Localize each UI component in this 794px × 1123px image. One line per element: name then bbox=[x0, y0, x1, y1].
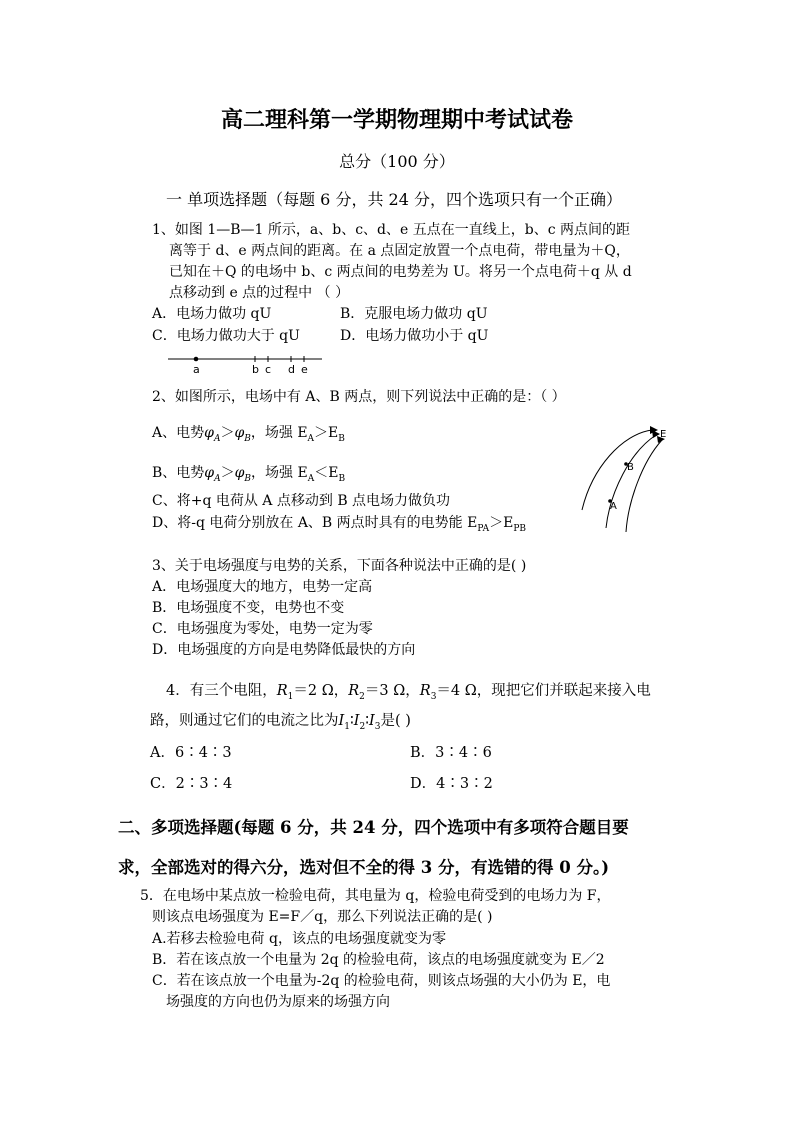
sub-2: 2 bbox=[359, 691, 365, 702]
i-symbol: I bbox=[338, 713, 345, 729]
q4-line1-prefix: 4．有三个电阻， bbox=[166, 683, 277, 699]
sub-pb: PB bbox=[513, 523, 526, 534]
phi-symbol: φ bbox=[234, 425, 245, 441]
q2b-prefix: B、电势 bbox=[152, 465, 205, 481]
q1-line-2: 离等于 d、e 两点间的距离。在 a 点固定放置一个点电荷，带电量为＋Q， bbox=[169, 243, 630, 259]
sub-b: B bbox=[244, 473, 252, 484]
i-symbol: I bbox=[353, 713, 360, 729]
q3-option-b: B．电场强度不变，电势也不变 bbox=[152, 600, 345, 616]
page-title: 高二理科第一学期物理期中考试试卷 bbox=[220, 107, 573, 133]
sub-a: A bbox=[213, 433, 221, 444]
lt-sign: ＜ bbox=[314, 465, 329, 481]
r1-value: ＝2 Ω， bbox=[293, 683, 349, 699]
sub-b: B bbox=[338, 433, 345, 444]
q2-option-a: A、电势$\varphi_A>\varphi_B$，场强 $E_A>E_B$ bbox=[152, 425, 345, 444]
sub-2: 2 bbox=[359, 721, 366, 732]
r2-value: ＝3 Ω， bbox=[364, 683, 420, 699]
point-a-dot bbox=[194, 357, 199, 362]
ratio-colon: ∶ bbox=[349, 713, 354, 729]
sub-1: 1 bbox=[344, 721, 350, 732]
gt-sign: ＞ bbox=[314, 425, 329, 441]
r-symbol: R bbox=[419, 683, 431, 699]
figure-1b1-line-diagram bbox=[166, 352, 326, 376]
q2-option-c: C、将+q 电荷从 A 点移动到 B 点电场力做负功 bbox=[152, 493, 451, 509]
phi-symbol: φ bbox=[234, 465, 245, 481]
q2-stem: 2、如图所示，电场中有 A、B 两点，则下列说法中正确的是：（ ） bbox=[152, 389, 566, 405]
q4-line-2 bbox=[150, 711, 411, 738]
q5-option-a: A.若移去检验电荷 q，该点的电场强度就变为零 bbox=[152, 931, 446, 947]
label-c: c bbox=[265, 363, 272, 376]
sub-a: A bbox=[307, 473, 315, 484]
r-symbol: R bbox=[276, 683, 288, 699]
section1-heading: 一 单项选择题（每题 6 分，共 24 分，四个选项只有一个正确） bbox=[166, 190, 622, 209]
ratio-colon: ∶ bbox=[365, 713, 369, 729]
sub-b: B bbox=[338, 473, 346, 484]
q2-option-d: D、将-q 电荷分别放在 A、B 两点时具有的电势能 $E_{PA}>E_{PB}$ bbox=[152, 515, 526, 534]
q5-option-c-line-1: C．若在该点放一个电量为-2q 的检验电荷，则该点场强的大小仍为 E，电 bbox=[152, 973, 611, 989]
label-e-field: E bbox=[660, 429, 667, 440]
q2b-mid: ，场强 E bbox=[251, 465, 308, 481]
field-line-left bbox=[582, 430, 652, 510]
label-b: b bbox=[252, 363, 259, 376]
q1-option-d: D．电场力做功小于 qU bbox=[340, 328, 489, 344]
q4-line-1 bbox=[166, 681, 651, 708]
i-symbol: I bbox=[369, 713, 375, 729]
label-b-point: B bbox=[627, 462, 634, 473]
sub-3: 3 bbox=[374, 721, 381, 732]
q2a-mid: ，场强 E bbox=[250, 425, 308, 441]
q1-line-4: 点移动到 e 点的过程中 （ ） bbox=[169, 285, 350, 301]
gt-sign: ＞ bbox=[220, 465, 235, 481]
q1-line-1: 1、如图 1—B—1 所示，a、b、c、d、e 五点在一直线上，b、c 两点间的距 bbox=[152, 222, 631, 238]
q1-option-b: B．克服电场力做功 qU bbox=[340, 306, 488, 322]
q4-option-d: D．4∶3∶2 bbox=[410, 776, 493, 792]
q1-option-a: A．电场力做功 qU bbox=[152, 306, 272, 322]
gt-sign: ＞ bbox=[489, 515, 504, 531]
q4-line2-suffix: 是( ) bbox=[380, 713, 411, 729]
q3-option-d: D．电场强度的方向是电势降低最快的方向 bbox=[152, 642, 416, 658]
q5-line-1: 5．在电场中某点放一检验电荷，其电量为 q，检验电荷受到的电场力为 F， bbox=[140, 888, 611, 904]
q4-option-a: A．6∶4∶3 bbox=[150, 745, 232, 761]
q5-option-c-line-2: 场强度的方向也仍为原来的场强方向 bbox=[166, 994, 390, 1010]
field-line-right bbox=[626, 440, 662, 532]
q3-option-c: C．电场强度为零处，电势一定为零 bbox=[152, 621, 373, 637]
q3-stem: 3、关于电场强度与电势的关系，下面各种说法中正确的是( ) bbox=[152, 558, 527, 574]
field-line-middle bbox=[606, 435, 656, 528]
q3-option-a: A．电场强度大的地方，电势一定高 bbox=[152, 579, 373, 595]
phi-symbol: φ bbox=[204, 425, 214, 441]
label-e: e bbox=[301, 363, 308, 376]
q5-option-b: B．若在该点放一个电量为 2q 的检验电荷，该点的电场强度就变为 E／2 bbox=[152, 952, 605, 968]
label-a: a bbox=[193, 363, 200, 376]
field-lines-diagram bbox=[570, 418, 680, 538]
sub-1: 1 bbox=[287, 691, 294, 702]
q4-line2-prefix: 路，则通过它们的电流之比为 bbox=[150, 713, 339, 729]
q2a-prefix: A、电势 bbox=[152, 425, 205, 441]
sub-a: A bbox=[214, 473, 221, 484]
sub-3: 3 bbox=[430, 691, 437, 702]
sub-b: B bbox=[244, 433, 251, 444]
q4-option-c: C．2∶3∶4 bbox=[150, 776, 233, 792]
total-score: 总分（100 分） bbox=[339, 152, 455, 171]
section2-heading-line-1: 二、多项选择题(每题 6 分，共 24 分，四个选项中有多项符合题目要 bbox=[118, 818, 629, 837]
sub-a: A bbox=[307, 433, 315, 444]
r3-value: ＝4 Ω，现把它们并联起来接入电 bbox=[436, 683, 651, 699]
sub-pa: PA bbox=[477, 523, 490, 534]
r-symbol: R bbox=[348, 683, 360, 699]
q1-line-3: 已知在＋Q 的电场中 b、c 两点间的电势差为 U。将另一个点电荷＋q 从 d bbox=[169, 264, 632, 280]
q2d-prefix: D、将-q 电荷分别放在 A、B 两点时具有的电势能 E bbox=[152, 515, 478, 531]
q5-line-2: 则该点电场强度为 E=F／q，那么下列说法正确的是( ) bbox=[152, 909, 493, 925]
label-a-point: A bbox=[610, 501, 617, 512]
q2-option-b: B、电势$\varphi_A>\varphi_B$，场强 $E_A<E_B$ bbox=[152, 465, 346, 484]
phi-symbol: φ bbox=[204, 465, 215, 481]
gt-sign: ＞ bbox=[220, 425, 235, 441]
q4-option-b: B．3∶4∶6 bbox=[410, 745, 492, 761]
q1-option-c: C．电场力做功大于 qU bbox=[152, 328, 300, 344]
label-d: d bbox=[288, 363, 295, 376]
section2-heading-line-2: 求，全部选对的得六分，选对但不全的得 3 分，有选错的得 0 分。) bbox=[118, 858, 609, 877]
